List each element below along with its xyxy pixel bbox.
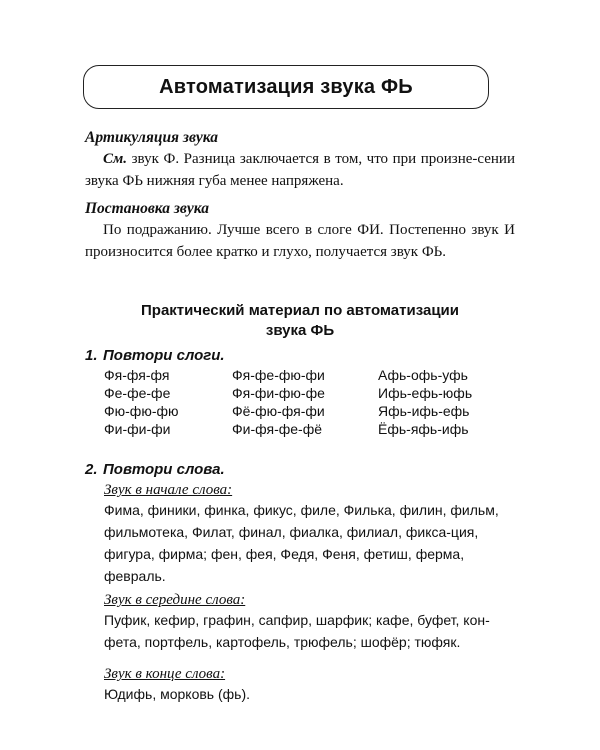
end-words: Юдифь, морковь (фь). [104,686,251,702]
production-heading: Постановка звука [85,200,209,217]
syllable: Ёфь-яфь-ифь [378,421,469,437]
syllable-grid [104,366,508,438]
syllable: Фя-фя-фя [104,367,170,383]
syllable: Афь-офь-уфь [378,367,468,383]
syllable: Фе-фе-фе [104,385,171,401]
syllable: Фи-фя-фе-фё [232,421,323,437]
practical-title-line1: Практический материал по автоматизации [141,302,459,319]
end-heading: Звук в конце слова: [104,666,226,682]
syllable: Фё-фю-фя-фи [232,403,325,419]
production-paragraph: По подражанию. Лучше всего в слоге ФИ. Постепенно звук И произносится более кратко и глухо, получается звук ФЬ. [85,222,515,260]
articulation-paragraph [85,148,515,192]
practical-title-line2: звука ФЬ [265,322,335,339]
articulation-heading: Артикуляция звука [85,129,218,146]
syllable: Ифь-ефь-юфь [378,385,473,401]
syllable: Фи-фи-фи [104,421,171,437]
beginning-words: Фима, финики, финка, фикус, филе, Филька, филин, фильм, фильмотека, Филат, финал, фиалка, филиал, фикса-ция, фигура, фирма; фен, фея, Федя, Феня, фетиш, ферма, февраль. [104,502,499,584]
section2-title: Повтори слова. [103,461,225,478]
articulation-section [85,128,515,192]
section2-heading [85,461,225,478]
see-reference: См. [103,151,128,167]
section1-title: Повтори слоги. [103,347,225,364]
section1-number: 1. [85,347,98,364]
articulation-text: звук Ф. Разница заключается в том, что при произне-сении звука ФЬ нижняя губа менее напряжена. [85,151,515,189]
page-title: Автоматизация звука ФЬ [159,75,413,98]
middle-words: Пуфик, кефир, графин, сапфир, шарфик; кафе, буфет, кон-фета, портфель, картофель, трюфель; шофёр; тюфяк. [104,612,490,650]
middle-heading: Звук в середине слова: [104,592,246,608]
production-section [85,199,515,263]
syllable: Фя-фе-фю-фи [232,367,325,383]
syllable: Яфь-ифь-ефь [378,403,470,419]
syllable: Фя-фи-фю-фе [232,385,325,401]
title-box [83,65,489,109]
section1-heading [85,347,225,364]
syllable: Фю-фю-фю [104,403,179,419]
section2-number: 2. [85,461,98,478]
beginning-heading: Звук в начале слова: [104,482,233,498]
